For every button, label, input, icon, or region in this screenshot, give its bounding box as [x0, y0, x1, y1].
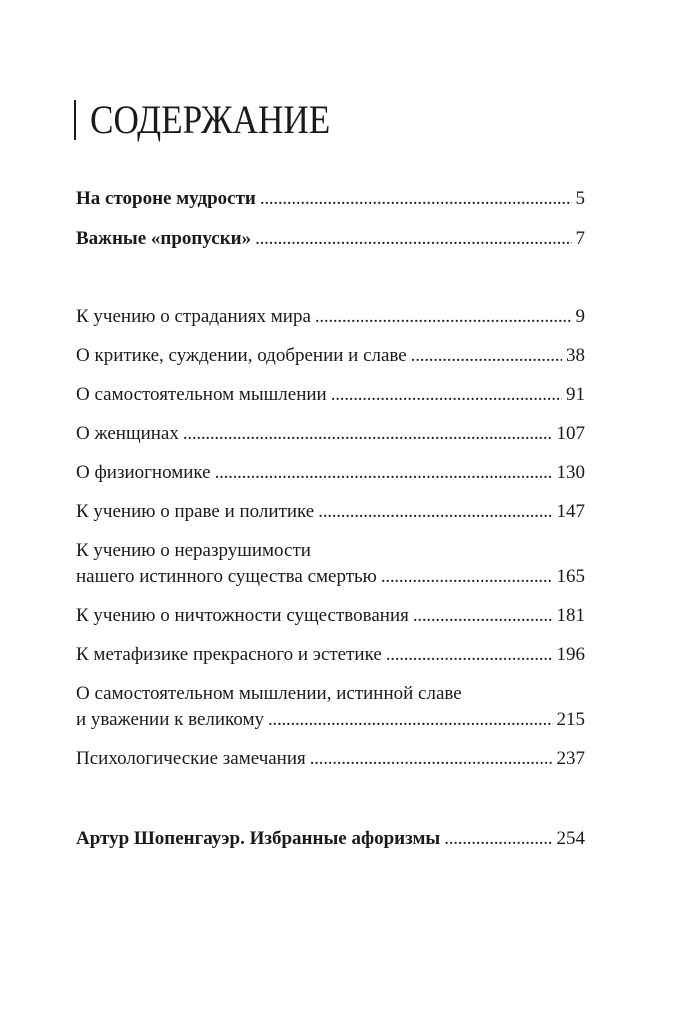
toc-main-group [76, 304, 585, 785]
toc-entry[interactable] [76, 538, 585, 590]
toc-entry-title: О критике, суждении, одобрении и славе [76, 345, 407, 366]
dot-leader [381, 564, 553, 590]
toc-entry-title: и уважении к великому [76, 709, 264, 730]
toc-entry-page: 237 [556, 748, 585, 769]
toc-entry-page: 38 [566, 345, 585, 366]
dot-leader [411, 343, 562, 369]
toc-entry-title: К учению о страданиях мира [76, 306, 311, 327]
dot-leader [255, 226, 571, 252]
toc-entry[interactable] [76, 603, 585, 629]
toc-entry-page: 196 [556, 644, 585, 665]
toc-entry-page: 91 [566, 384, 585, 405]
dot-leader [260, 186, 572, 212]
toc-entry[interactable] [76, 304, 585, 330]
toc-entry[interactable] [76, 826, 585, 852]
toc-entry[interactable] [76, 421, 585, 447]
toc-entry-title-line: О самостоятельном мышлении, истинной славе [76, 683, 462, 704]
toc-entry-title: Артур Шопенгауэр. Избранные афоризмы [76, 828, 441, 849]
toc-entry-page: 107 [556, 423, 585, 444]
toc-intro-group [76, 186, 585, 252]
dot-leader [310, 746, 553, 772]
toc-entry[interactable] [76, 382, 585, 408]
dot-leader [268, 707, 553, 733]
dot-leader [183, 421, 553, 447]
toc-entry-page: 165 [556, 566, 585, 587]
toc-final-group [76, 826, 585, 852]
toc-entry-page: 5 [575, 188, 585, 209]
toc-entry-title: Важные «пропуски» [76, 228, 252, 249]
dot-leader [215, 460, 553, 486]
toc-entry[interactable] [76, 681, 585, 733]
toc-entry[interactable] [76, 343, 585, 369]
dot-leader [318, 499, 552, 525]
toc-entry-page: 7 [575, 228, 585, 249]
toc-heading-text: СОДЕРЖАНИЕ [90, 97, 331, 142]
dot-leader [331, 382, 562, 408]
toc-entry-title: О самостоятельном мышлении [76, 384, 327, 405]
dot-leader [315, 304, 572, 330]
toc-heading [74, 97, 363, 142]
toc-entry-title: К учению о праве и политике [76, 501, 315, 522]
toc-entry[interactable] [76, 642, 585, 668]
dot-leader [444, 826, 552, 852]
toc-entry-page: 181 [556, 605, 585, 626]
toc-entry-title: нашего истинного существа смертью [76, 566, 377, 587]
toc-entry[interactable] [76, 746, 585, 772]
toc-entry[interactable] [76, 186, 585, 212]
toc-entry-title: О женщинах [76, 423, 179, 444]
toc-entry-page: 130 [556, 462, 585, 483]
toc-entry-title: К метафизике прекрасного и эстетике [76, 644, 382, 665]
toc-entry-page: 147 [556, 501, 585, 522]
toc-entry-title: К учению о ничтожности существования [76, 605, 409, 626]
toc-entry[interactable] [76, 499, 585, 525]
heading-rule [74, 100, 76, 140]
toc-entry-page: 215 [556, 709, 585, 730]
toc-entry-page: 254 [556, 828, 585, 849]
toc-entry[interactable] [76, 226, 585, 252]
toc-entry-title: О физиогномике [76, 462, 211, 483]
dot-leader [413, 603, 553, 629]
toc-entry[interactable] [76, 460, 585, 486]
toc-entry-title-line: К учению о неразрушимости [76, 540, 311, 561]
toc-entry-title: Психологические замечания [76, 748, 306, 769]
toc-entry-page: 9 [575, 306, 585, 327]
dot-leader [386, 642, 553, 668]
toc-entry-title: На стороне мудрости [76, 188, 256, 209]
